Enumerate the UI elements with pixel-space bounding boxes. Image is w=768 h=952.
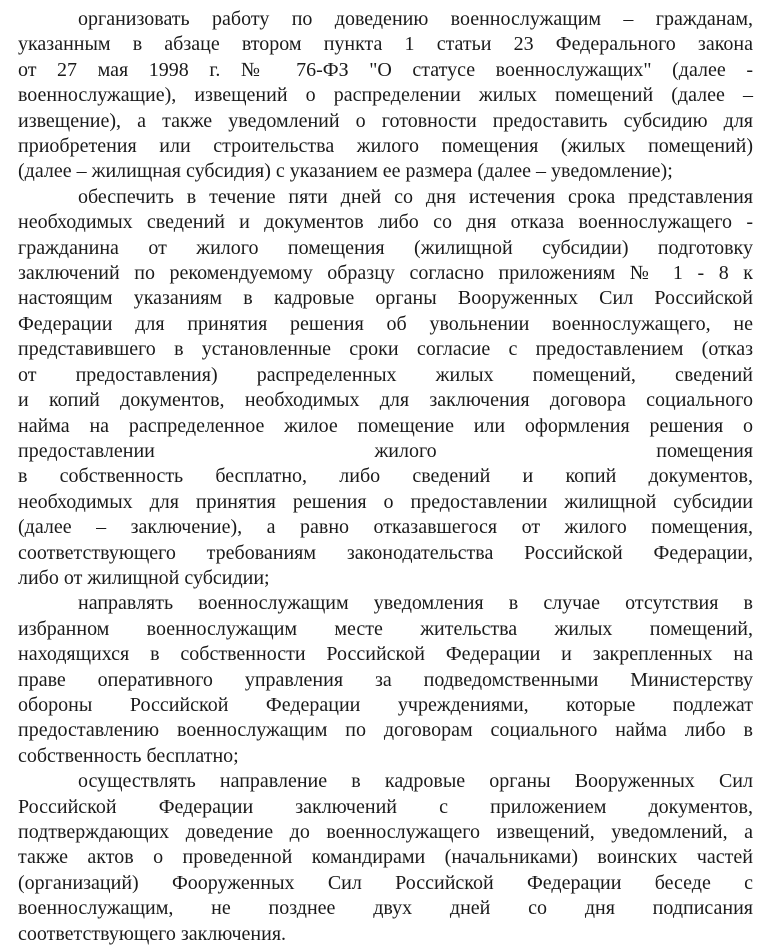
text-line: либо от жилищной субсидии; — [18, 566, 270, 589]
text-line: предоставлению военнослужащим по договорам социального найма либо в — [18, 719, 753, 742]
text-line: заключений по рекомендуемому образцу согласно приложениям № 1 - 8 к — [18, 262, 753, 285]
text-line: (организаций) Фооруженных Сил Российской Федерации беседе с — [18, 871, 753, 894]
paragraph-4 — [18, 769, 753, 947]
text-line: избранном военнослужащим месте жительства жилых помещений, — [18, 617, 753, 640]
text-line: необходимых для принятия решения о предоставлении жилищной субсидии — [18, 490, 753, 513]
text-line: найма на распределенное жилое помещение или оформления решения о — [18, 414, 753, 437]
text-line: также актов о проведенной командирами (начальниками) воинских частей — [18, 846, 753, 869]
text-line: военнослужащим, не позднее двух дней со дня подписания — [18, 897, 753, 920]
text-line: Федерации для принятия решения об увольнении военнослужащего, не — [18, 312, 753, 335]
text-line: направлять военнослужащим уведомления в случае отсутствия в — [78, 592, 753, 615]
text-line: в собственность бесплатно, либо сведений и копий документов, — [18, 465, 753, 488]
text-line: праве оперативного управления за подведомственными Министерству — [18, 668, 753, 691]
text-line: гражданина от жилого помещения (жилищной субсидии) подготовку — [18, 236, 753, 259]
text-line: приобретения или строительства жилого помещения (жилых помещений) — [18, 135, 753, 158]
text-line: необходимых сведений и документов либо со дня отказа военнослужащего - — [18, 211, 753, 234]
text-line: соответствующего требованиям законодательства Российской Федерации, — [18, 541, 753, 564]
paragraph-3 — [18, 591, 753, 769]
text-line: обороны Российской Федерации учреждениями, которые подлежат — [18, 693, 753, 716]
text-line: организовать работу по доведению военнослужащим – гражданам, — [78, 8, 753, 30]
text-line: находящихся в собственности Российской Федерации и закрепленных на — [18, 643, 753, 666]
text-line: от 27 мая 1998 г. № 76-ФЗ "О статусе военнослужащих" (далее - — [18, 58, 753, 81]
text-line: извещение), а также уведомлений о готовности предоставить субсидию для — [18, 109, 753, 132]
text-line: подтверждающих доведение до военнослужащего извещений, уведомлений, а — [18, 821, 753, 843]
text-line: настоящим указаниям в кадровые органы Вооруженных Сил Российской — [18, 287, 753, 310]
text-line: от предоставления) распределенных жилых помещений, сведений — [18, 363, 753, 386]
text-line: соответствующего заключения. — [18, 922, 287, 945]
text-line: военнослужащие), извещений о распределении жилых помещений (далее – — [18, 84, 753, 107]
text-line: обеспечить в течение пяти дней со дня истечения срока представления — [78, 185, 753, 208]
text-line: и копий документов, необходимых для заключения договора социального — [18, 389, 753, 412]
text-line: указанным в абзаце втором пункта 1 статьи 23 Федерального закона — [18, 33, 753, 56]
text-line: (далее – жилищная субсидия) с указанием ее размера (далее – уведомление); — [18, 160, 673, 183]
text-line: (далее – заключение), а равно отказавшегося от жилого помещения, — [18, 516, 753, 539]
paragraph-1 — [18, 7, 753, 185]
text-line: осуществлять направление в кадровые органы Вооруженных Сил — [78, 770, 753, 793]
text-line: Российской Федерации заключений с приложением документов, — [18, 795, 753, 818]
paragraph-2 — [18, 185, 753, 592]
text-line: предоставлении жилого помещения — [18, 439, 753, 462]
text-line: представившего в установленные сроки согласие с предоставлением (отказ — [18, 338, 753, 361]
text-line: собственность бесплатно; — [18, 744, 239, 767]
